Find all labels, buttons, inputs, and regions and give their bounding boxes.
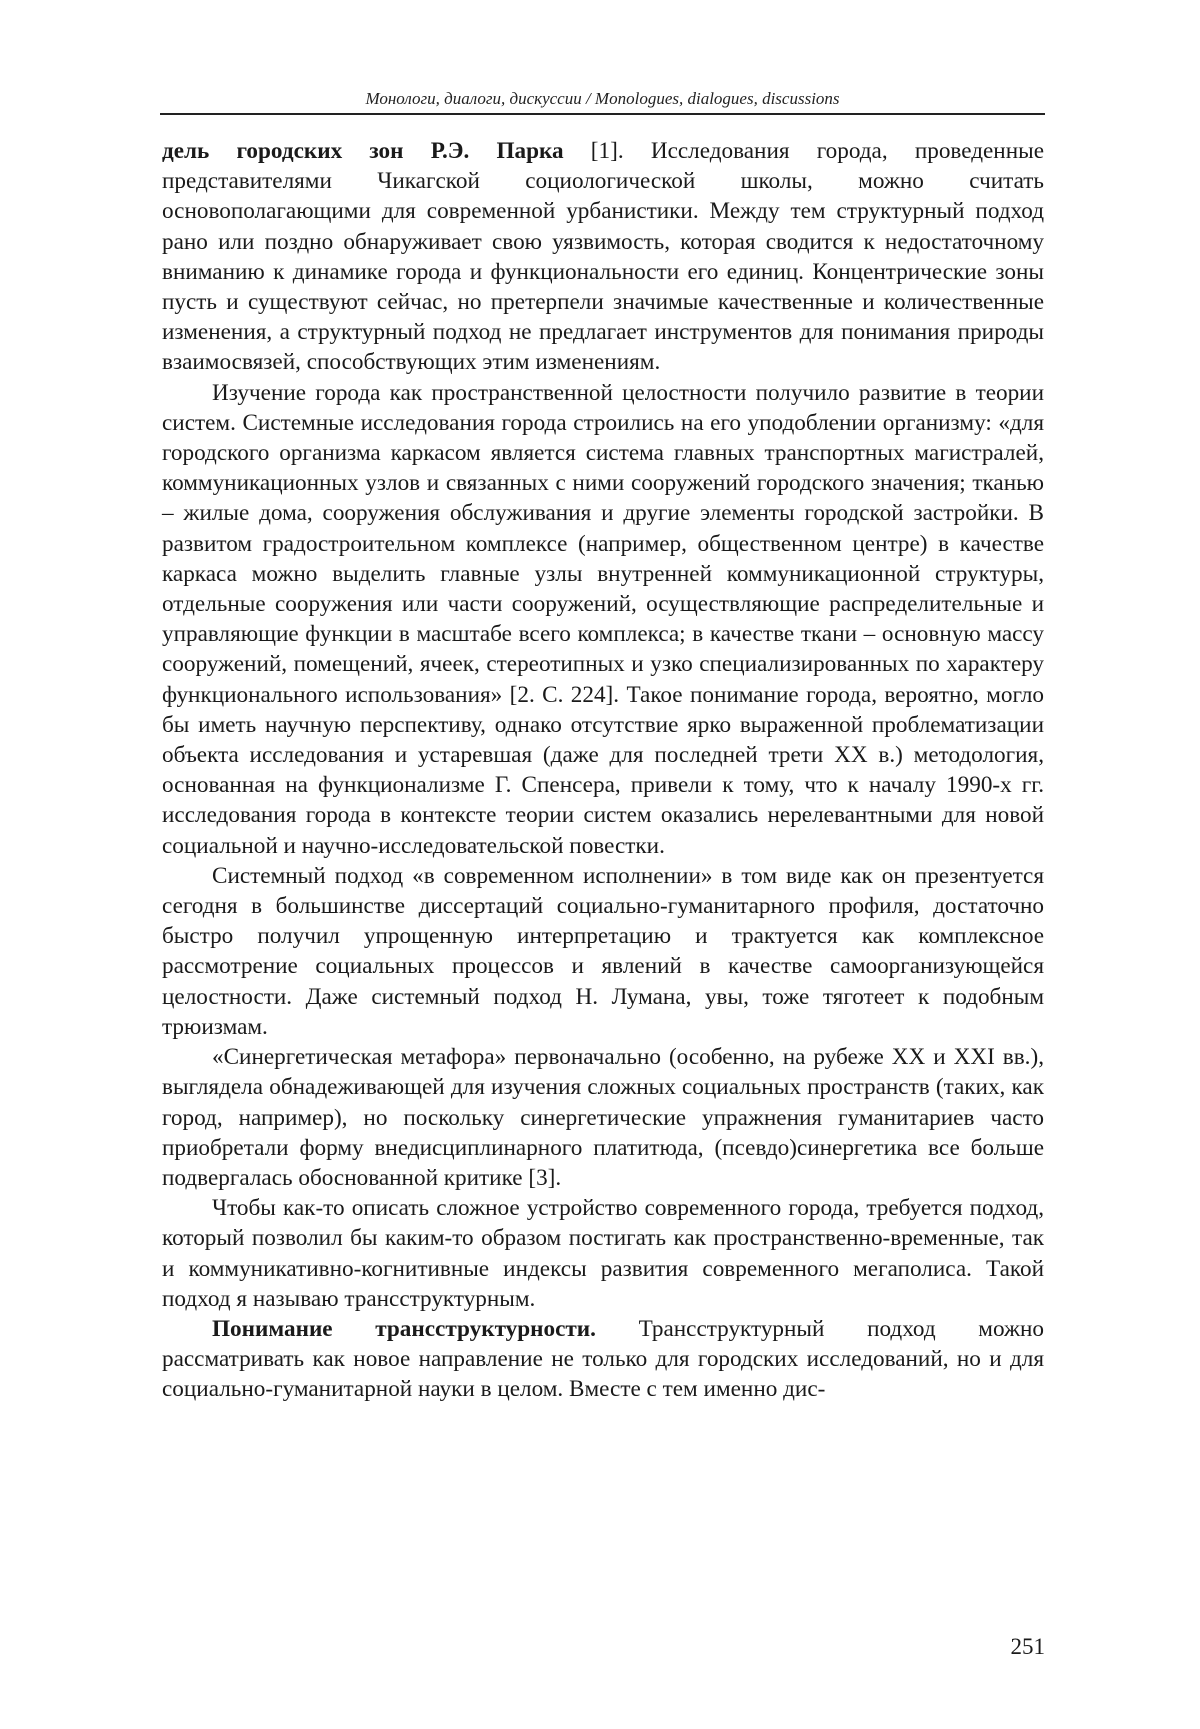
- paragraph-4: «Синергетическая метафора» первоначально (особенно, на рубеже XX и XXI вв.), выглядела обнадеживающей для изучения сложных социальных пространств (таких, как город, например), но поскольку синергетические упражнения гуманитариев часто приобретали форму внедисциплинарного платитюда, (псевдо)синергетика все больше подвергалась обоснованной критике [3].: [162, 1044, 1044, 1191]
- paragraph-1-text: [1]. Исследования города, проведенные представителями Чикагской социологической школы, можно считать основополагающими для современной урбанистики. Между тем структурный подход рано или поздно обнаруживает свою уязвимость, которая сводится к недостаточному вниманию к динамике города и функциональности его единиц. Концентрические зоны пусть и существуют сейчас, но претерпели значимые качественные и количественные изменения, а структурный подход не предлагает инструментов для понимания природы взаимосвязей, способствующих этим изменениям.: [162, 138, 1044, 376]
- paragraph-5: Чтобы как-то описать сложное устройство современного города, требуется подход, который позволил бы каким-то образом постигать как пространственно-временные, так и коммуникативно-когнитивные индексы развития современного мегаполиса. Такой подход я называю трансструктурным.: [162, 1195, 1044, 1312]
- header-rule: [160, 113, 1045, 115]
- paragraph-1: [162, 136, 1044, 378]
- running-header: Монологи, диалоги, дискуссии / Monologues, dialogues, discussions: [365, 89, 840, 108]
- paragraph-3: Системный подход «в современном исполнении» в том виде как он презентуется сегодня в большинстве диссертаций социально-гуманитарного профиля, достаточно быстро получил упрощенную интерпретацию и трактуется как комплексное рассмотрение социальных процессов и явлений в качестве самоорганизующейся целостности. Даже системный подход Н. Лумана, увы, тоже тяготеет к подобным трюизмам.: [162, 862, 1044, 1040]
- bold-phrase-park-zones: дель городских зон Р.Э. Парка: [162, 138, 564, 164]
- section-heading-transstructurality: Понимание трансструктурности.: [212, 1315, 596, 1342]
- paragraph-6: [162, 1314, 1044, 1405]
- paragraph-6-text: Трансструктурный подход можно рассматривать как новое направление не только для городских исследований, но и для социально-гуманитарной науки в целом. Вместе с тем именно дис-: [162, 1315, 1044, 1403]
- page-number: 251: [1010, 1634, 1045, 1659]
- article-body: [162, 136, 1044, 1405]
- paragraph-2: Изучение города как пространственной целостности получило развитие в теории систем. Системные исследования города строились на его уподоблении организму: «для городского организма каркасом является система главных транспортных магистралей, коммуникационных узлов и связанных с ними сооружений городского значения; тканью – жилые дома, сооружения обслуживания и другие элементы городской застройки. В развитом градостроительном комплексе (например, общественном центре) в качестве каркаса можно выделить главные узлы внутренней коммуникационной структуры, отдельные сооружения или части сооружений, осуществляющие распределительные и управляющие функции в масштабе всего комплекса; в качестве ткани – основную массу сооружений, помещений, ячеек, стереотипных и узко специализированных по характеру функционального использования» [2. С. 224]. Такое понимание города, вероятно, могло бы иметь научную перспективу, однако отсутствие ярко выраженной проблематизации объекта исследования и устаревшая (даже для последней трети XX в.) методология, основанная на функционализме Г. Спенсера, привели к тому, что к началу 1990-х гг. исследования города в контексте теории систем оказались нерелевантными для новой социальной и научно-исследовательской повестки.: [162, 379, 1044, 859]
